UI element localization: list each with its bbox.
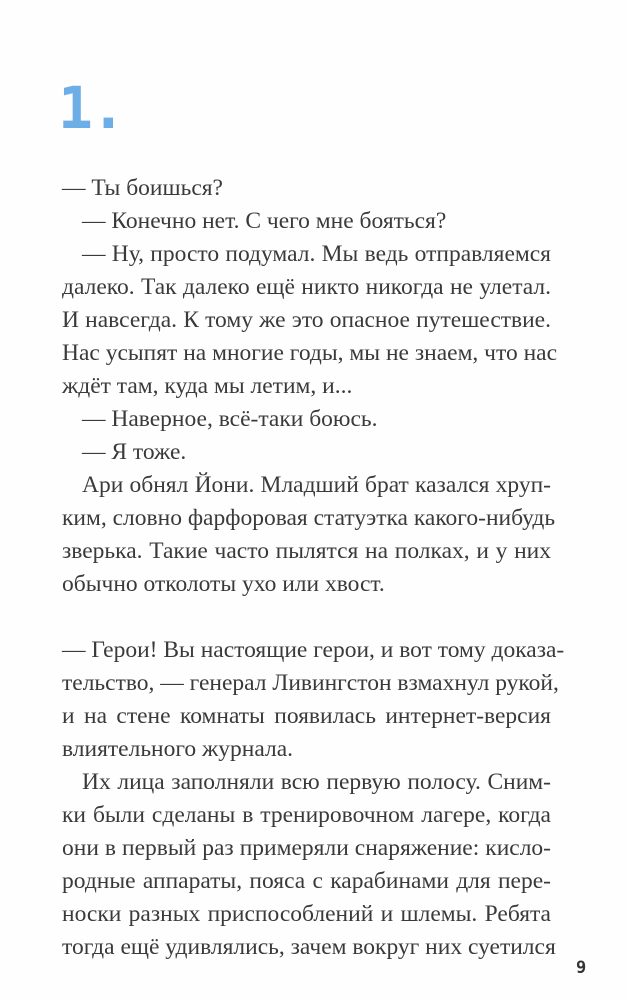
paragraph	[62, 172, 551, 205]
text-line: далеко. Так далеко ещё никто никогда не улетал.	[62, 274, 551, 300]
text-line: родные аппараты, пояса с карабинами для пере-	[62, 868, 551, 894]
text-line: ким, словно фарфоровая статуэтка какого-нибудь	[62, 505, 556, 531]
text-line: — Герои! Вы настоящие герои, и вот тому доказа-	[62, 637, 565, 663]
text-line: и на стене комнаты появилась интернет-версия	[62, 703, 551, 729]
text-line: — Ты боишься?	[62, 175, 223, 201]
text-line: влиятельного журнала.	[62, 736, 294, 762]
paragraph	[62, 634, 565, 766]
text-line: — Наверное, всё-таки боюсь.	[82, 406, 378, 432]
paragraph	[62, 436, 551, 469]
text-line: ки были сделаны в тренировочном лагере, когда	[62, 802, 551, 828]
text-line: Их лица заполняли всю первую полосу. Сним-	[82, 769, 551, 795]
chapter-number: 1.	[58, 74, 124, 142]
paragraph	[62, 205, 551, 238]
scene-break	[62, 601, 551, 634]
paragraph	[62, 238, 558, 403]
text-line: — Я тоже.	[82, 439, 187, 465]
text-line: носки разных приспособлений и шлемы. Ребята	[62, 901, 551, 927]
text-line: — Ну, просто подумал. Мы ведь отправляемся	[82, 241, 551, 267]
page-number: 9	[576, 958, 587, 978]
paragraph	[62, 403, 551, 436]
text-line: ждёт там, куда мы летим, и...	[62, 373, 353, 399]
paragraph	[62, 469, 556, 601]
text-line: — Конечно нет. С чего мне бояться?	[82, 208, 447, 234]
text-line: обычно отколоты ухо или хвост.	[62, 571, 385, 597]
text-line: они в первый раз примеряли снаряжение: кисло-	[62, 835, 551, 861]
paragraph	[62, 766, 556, 964]
text-line: Нас усыпят на многие годы, мы не знаем, что нас	[62, 340, 558, 366]
text-line: тогда ещё удивлялись, зачем вокруг них суетился	[62, 934, 556, 960]
text-line: И навсегда. К тому же это опасное путешествие.	[62, 307, 551, 333]
body-text	[62, 172, 565, 964]
text-line: тельство, — генерал Ливингстон взмахнул рукой,	[62, 670, 559, 696]
text-line: зверька. Такие часто пылятся на полках, и у них	[62, 538, 551, 564]
text-line: Ари обнял Йони. Младший брат казался хруп-	[82, 472, 551, 498]
